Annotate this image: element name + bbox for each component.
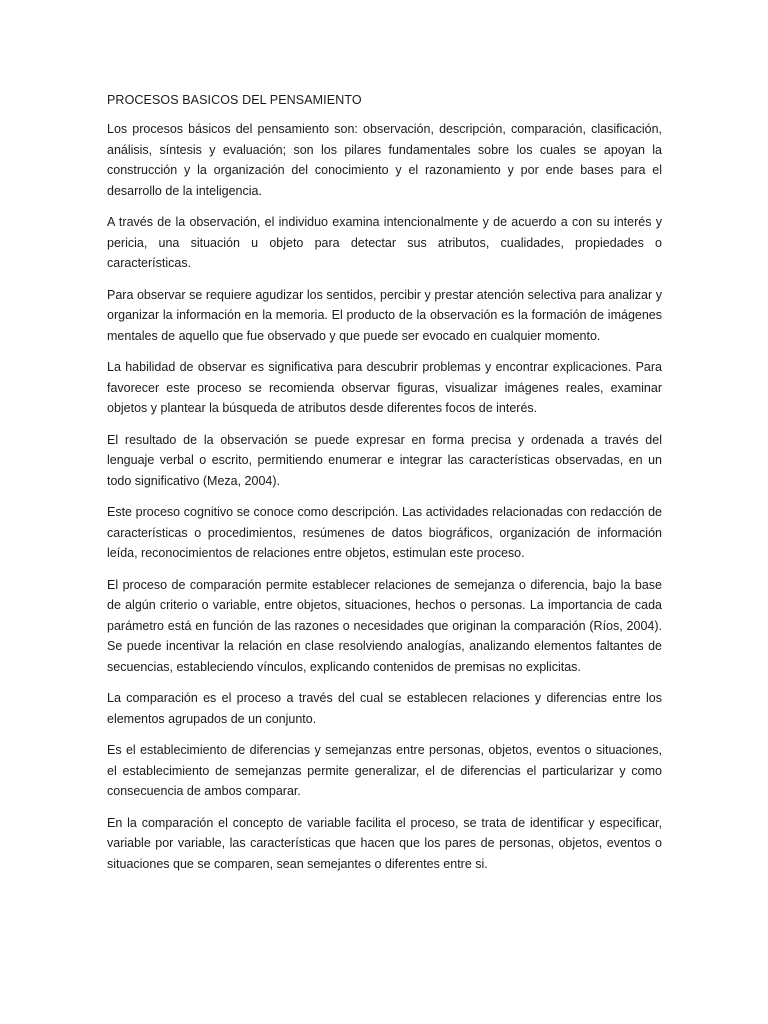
paragraph-comparison-variable: En la comparación el concepto de variable facilita el proceso, se trata de identificar y especificar, variable por variable, las características que hacen que los pares de personas, objetos, eventos o situaciones que se comparen, sean semejantes o diferentes entre si. — [107, 815, 662, 871]
paragraph-comparison-definition: La comparación es el proceso a través del cual se establecen relaciones y diferencias entre los elementos agrupados de un conjunto. — [107, 691, 662, 726]
paragraph-processes-intro: Los procesos básicos del pensamiento son: observación, descripción, comparación, clasificación, análisis, síntesis y evaluación; son los pilares fundamentales sobre los cuales se apoyan la construcción y la organización del conocimiento y el razonamiento y por ende bases para el desarrollo de la inteligencia. — [107, 122, 662, 198]
document-title: PROCESOS BASICOS DEL PENSAMIENTO — [107, 93, 362, 107]
paragraph-observation-skill: La habilidad de observar es significativa para descubrir problemas y encontrar explicaciones. Para favorecer este proceso se recomienda observar figuras, visualizar imágenes reales, examinar objetos y plantear la búsqueda de atributos desde diferentes focos de interés. — [107, 360, 662, 415]
paragraph-comparison-process: El proceso de comparación permite establecer relaciones de semejanza o diferencia, bajo la base de algún criterio o variable, entre objetos, situaciones, hechos o personas. La importancia de cada parámetro está en función de las razones o necesidades que originan la comparación (Ríos, 2004). Se puede incentivar la relación en clase resolviendo analogías, analizando elementos faltantes de secuencias, estableciendo vínculos, explicando contenidos de premisas no explicitas. — [107, 577, 662, 674]
paragraph-description: Este proceso cognitivo se conoce como descripción. Las actividades relacionadas con redacción de características o procedimientos, resúmenes de datos biográficos, organización de información leída, reconocimientos de relaciones entre objetos, estimulan este proceso. — [107, 505, 662, 560]
paragraph-observation-result: El resultado de la observación se puede expresar en forma precisa y ordenada a través del lenguaje verbal o escrito, permitiendo enumerar e integrar las características observadas, en un todo significativo (Meza, 2004). — [107, 432, 662, 488]
paragraph-observation-definition: A través de la observación, el individuo examina intencionalmente y de acuerdo a con su interés y pericia, una situación u objeto para detectar sus atributos, cualidades, propiedades o características. — [107, 215, 662, 270]
paragraph-observation-requirements: Para observar se requiere agudizar los sentidos, percibir y prestar atención selectiva para analizar y organizar la información en la memoria. El producto de la observación es la formación de imágenes mentales de aquello que fue observado y que puede ser evocado en cualquier momento. — [107, 287, 662, 343]
paragraph-differences-similarities: Es el establecimiento de diferencias y semejanzas entre personas, objetos, eventos o situaciones, el establecimiento de semejanzas permite generalizar, el de diferencias el particularizar y como consecuencia de ambos comparar. — [107, 743, 662, 798]
document-page — [107, 90, 662, 885]
